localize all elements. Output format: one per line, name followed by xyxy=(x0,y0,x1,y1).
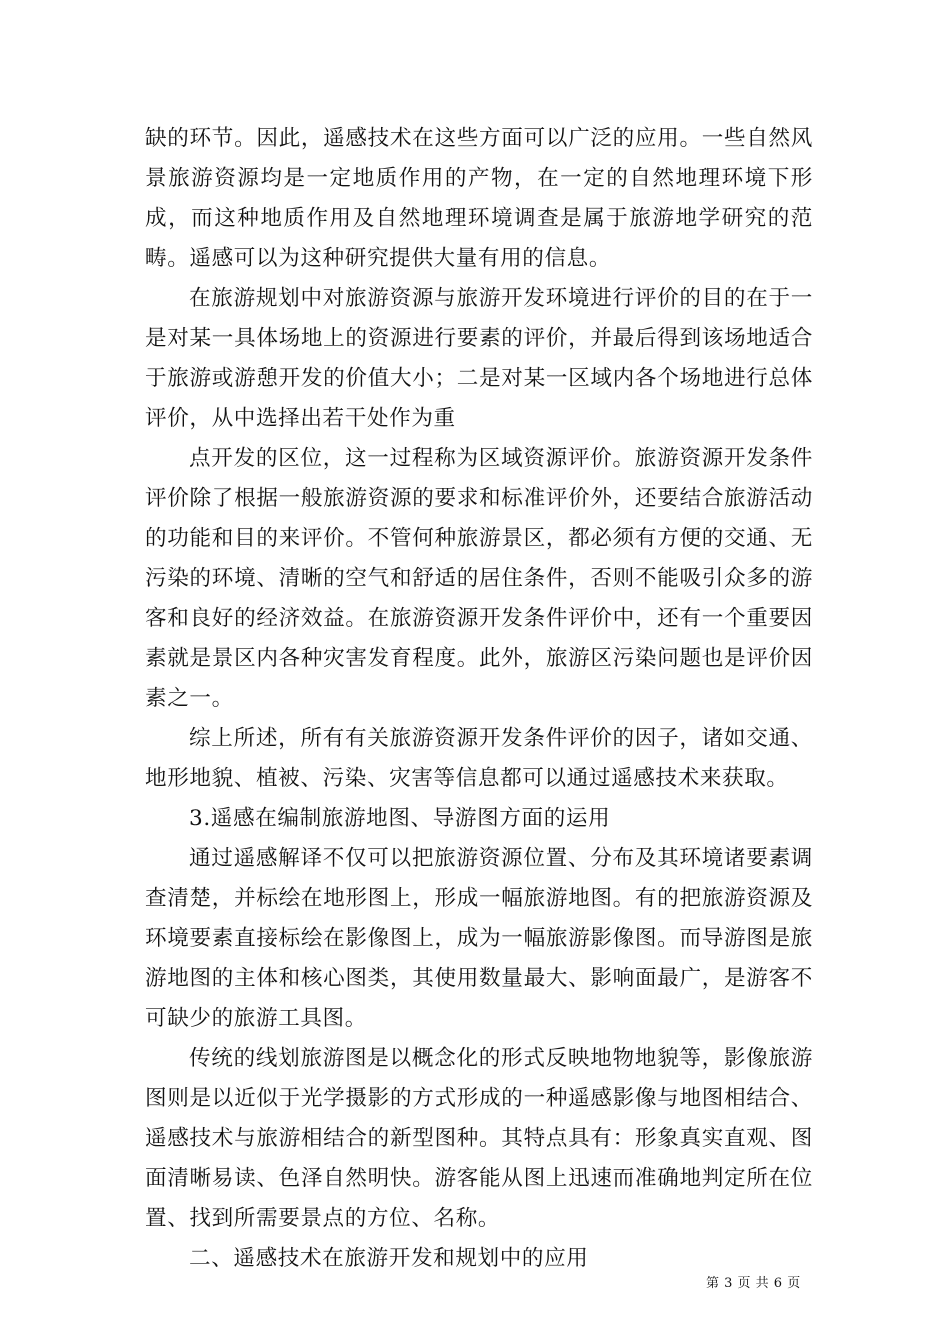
section-heading-2: 二、遥感技术在旅游开发和规划中的应用 xyxy=(189,1246,589,1271)
paragraph-tourist-map: 通过遥感解译不仅可以把旅游资源位置、分布及其环境诸要素调查清楚，并标绘在地形图上，形成一幅旅游地图。有的把旅游资源及环境要素直接标绘在影像图上，成为一幅旅游影像图。而导游图是旅游地图的主体和核心图类，其使用数量最大、影响面最广，是游客不可缺少的旅游工具图。 xyxy=(145,846,813,1031)
paragraph-evaluation-purpose: 在旅游规划中对旅游资源与旅游开发环境进行评价的目的在于一是对某一具体场地上的资源进行要素的评价，并最后得到该场地适合于旅游或游憩开发的价值大小；二是对某一区域内各个场地进行总体评价，从中选择出若干处作为重 xyxy=(145,286,813,431)
paragraph-image-map: 传统的线划旅游图是以概念化的形式反映地物地貌等，影像旅游图则是以近似于光学摄影的方式形成的一种遥感影像与地图相结合、遥感技术与旅游相结合的新型图种。其特点具有：形象真实直观、图面清晰易读、色泽自然明快。游客能从图上迅速而准确地判定所在位置、找到所需要景点的方位、名称。 xyxy=(145,1046,813,1231)
paragraph-regional-evaluation: 点开发的区位，这一过程称为区域资源评价。旅游资源开发条件评价除了根据一般旅游资源的要求和标准评价外，还要结合旅游活动的功能和目的来评价。不管何种旅游景区，都必须有方便的交通、无污染的环境、清晰的空气和舒适的居住条件，否则不能吸引众多的游客和良好的经济效益。在旅游资源开发条件评价中，还有一个重要因素就是景区内各种灾害发育程度。此外，旅游区污染问题也是评价因素之一。 xyxy=(145,446,813,711)
page-body xyxy=(145,119,813,1279)
section-heading-3: 3.遥感在编制旅游地图、导游图方面的运用 xyxy=(189,806,611,831)
page-number-footer: 第 3 页 共 6 页 xyxy=(706,1276,801,1291)
paragraph-summary: 综上所述，所有有关旅游资源开发条件评价的因子，诸如交通、地形地貌、植被、污染、灾害等信息都可以通过遥感技术来获取。 xyxy=(145,726,813,791)
paragraph-continuation: 缺的环节。因此，遥感技术在这些方面可以广泛的应用。一些自然风景旅游资源均是一定地质作用的产物，在一定的自然地理环境下形成，而这种地质作用及自然地理环境调查是属于旅游地学研究的范畴。遥感可以为这种研究提供大量有用的信息。 xyxy=(145,126,813,271)
